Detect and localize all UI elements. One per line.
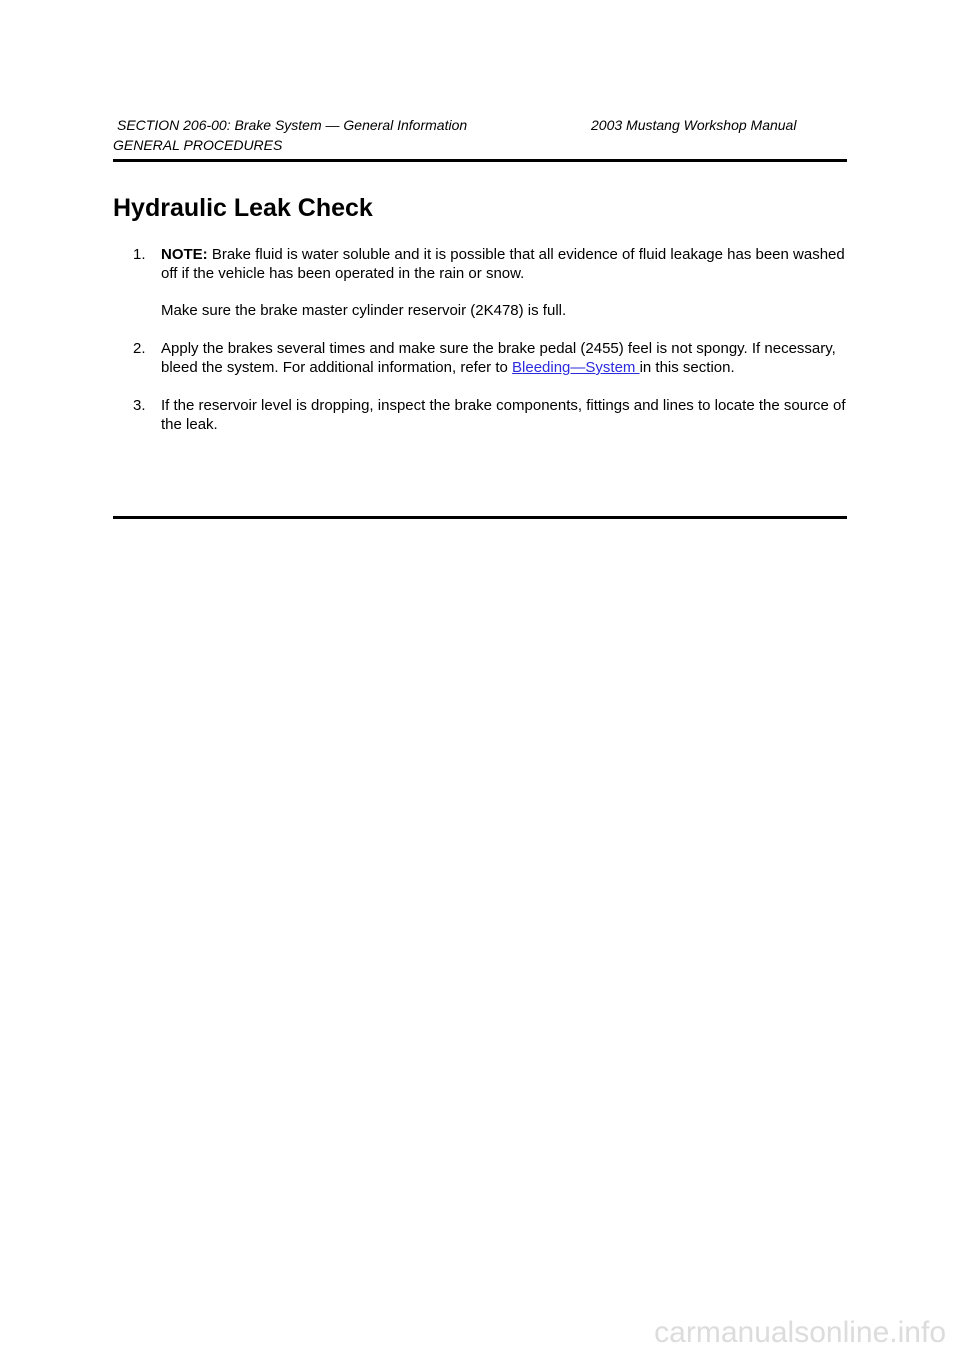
step-3 — [113, 396, 847, 434]
manual-title: 2003 Mustang Workshop Manual — [591, 117, 797, 133]
footer-rule — [113, 516, 847, 519]
note-label: NOTE: — [161, 246, 208, 263]
step-text-after: in this section. — [639, 359, 735, 376]
note-text: Brake fluid is water soluble and it is possible that all evidence of fluid leakage has been washed off if the vehicle has been operated in the rain or snow. — [161, 246, 845, 282]
step-text-before: Apply the brakes several times and make sure the brake pedal (2455) feel is not spongy. If necessary, bleed the system. For additional information, refer to — [161, 340, 836, 376]
step-note — [161, 245, 847, 283]
step-text: If the reservoir level is dropping, inspect the brake components, fittings and lines to locate the source of the leak. — [161, 397, 846, 433]
page-title: Hydraulic Leak Check — [113, 194, 373, 222]
section-title: SECTION 206-00: Brake System — General Information — [117, 117, 468, 133]
step-2 — [113, 339, 847, 377]
running-header — [117, 117, 817, 133]
category-label: GENERAL PROCEDURES — [113, 137, 283, 153]
bleeding-system-link[interactable]: Bleeding—System — [512, 359, 640, 376]
procedure-steps — [113, 245, 847, 434]
step-1 — [113, 245, 847, 320]
step-number: 2. — [133, 340, 146, 357]
step-text — [161, 339, 847, 377]
step-text: Make sure the brake master cylinder reservoir (2K478) is full. — [161, 302, 567, 319]
header-rule — [113, 159, 847, 162]
step-number: 1. — [133, 246, 146, 263]
watermark: carmanualsonline.info — [654, 1316, 946, 1349]
step-number: 3. — [133, 397, 146, 414]
